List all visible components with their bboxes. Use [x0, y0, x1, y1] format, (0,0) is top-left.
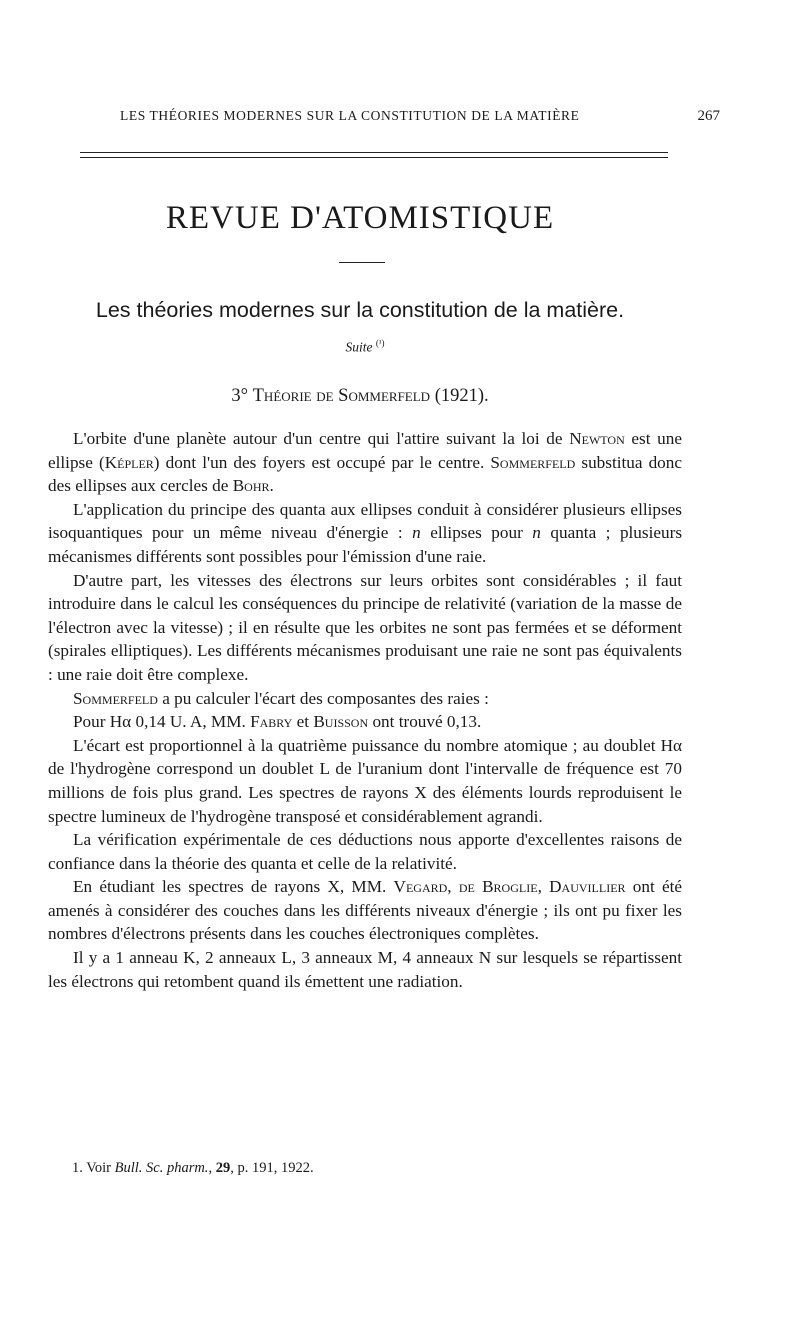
section-title: REVUE D'ATOMISTIQUE — [165, 200, 555, 236]
paragraph — [48, 828, 682, 875]
footnote-rest: , p. 191, 1922. — [230, 1160, 314, 1176]
paragraph — [48, 498, 682, 569]
paragraph — [48, 710, 682, 734]
text-run: Pour Hα 0,14 U. A, MM. — [73, 712, 251, 732]
paragraph — [48, 946, 682, 993]
text-run: Il y a 1 anneau K, 2 anneaux L, 3 anneaux M, 4 anneaux N sur lesquels se répartissent les électrons qui retombent quand ils émettent une radiation. — [48, 948, 682, 991]
running-head — [80, 108, 720, 132]
text-run: est une ellipse ( — [48, 429, 682, 472]
footnote-prefix: Voir — [86, 1160, 111, 1176]
text-run: L'application du principe des quanta aux ellipses conduit à considérer plusieurs ellipses isoquantiques pour un même niveau d'énergie : — [48, 499, 682, 543]
footnote-number: 1. — [72, 1160, 83, 1176]
person-name: Sommerfeld — [73, 688, 158, 708]
subsection-year: (1921). — [434, 386, 489, 406]
paragraph — [48, 427, 682, 498]
person-name: Sommerfeld — [490, 452, 576, 472]
person-name: Dauvillier — [549, 877, 626, 897]
header-rule-bottom — [80, 157, 668, 158]
math-variable: n — [532, 523, 541, 543]
subsection-title: Théorie de Sommerfeld — [252, 386, 431, 406]
header-rule-top — [80, 152, 668, 153]
text-run: ellipses pour — [420, 523, 533, 543]
page-number: 267 — [697, 108, 720, 124]
running-title: LES THÉORIES MODERNES SUR LA CONSTITUTION DE LA MATIÈRE — [120, 108, 580, 123]
person-name: Buisson — [313, 712, 369, 732]
text-run: ) dont l'un des foyers est occupé par le centre. — [153, 452, 491, 472]
person-name: de Broglie — [458, 877, 538, 897]
text-run: La vérification expérimentale de ces déductions nous apporte d'excellentes raisons de confiance dans la théorie des quanta et celle de la relativité. — [48, 830, 682, 873]
text-run: . — [269, 476, 274, 496]
paragraph — [48, 569, 682, 687]
suite-line — [0, 338, 730, 356]
footnote-marker[interactable]: (¹) — [375, 338, 385, 348]
text-run: et — [292, 712, 314, 732]
person-name: Képler — [104, 452, 154, 472]
text-run: ont trouvé 0,13. — [368, 712, 482, 732]
person-name: Newton — [569, 429, 625, 448]
person-name: Fabry — [250, 712, 293, 732]
subsection-heading — [0, 386, 720, 407]
text-run: , — [447, 877, 459, 897]
footnote-journal: Bull. Sc. pharm. — [114, 1160, 209, 1176]
suite-label: Suite — [345, 339, 373, 355]
paragraph — [48, 734, 682, 828]
math-variable: n — [412, 523, 421, 543]
text-run: L'écart est proportionnel à la quatrième puissance du nombre atomique ; au doublet Hα de l'hydrogène correspond un doublet L de l'uranium dont l'intervalle de fréquence est 70 millions de fois plus grand. Les spectres de rayons X des éléments lourds reproduisent le spectre lumineux de l'hydrogène transposé et considérablement agrandi. — [48, 735, 682, 826]
text-run: , — [537, 877, 550, 897]
article-title: Les théories modernes sur la constitution de la matière. — [95, 298, 625, 322]
text-run: substitua donc des ellipses aux cercles de — [48, 452, 683, 496]
paragraph — [48, 875, 682, 946]
paragraph — [48, 687, 682, 711]
subsection-number: 3° — [231, 386, 248, 406]
text-run: En étudiant les spectres de rayons X, MM. — [73, 877, 394, 897]
text-run: ont été amenés à considérer des couches dans les différents niveaux d'énergie ; ils ont pu fixer les nombres d'électrons présents dans les couches électroniques complètes. — [48, 877, 683, 944]
person-name: Bohr — [232, 476, 270, 496]
person-name: Vegard — [393, 877, 448, 897]
text-run: L'orbite d'une planète autour d'un centre qui l'attire suivant la loi de — [73, 429, 570, 448]
footnote-volume: 29 — [215, 1160, 231, 1176]
text-run: a pu calculer l'écart des composantes des raies : — [157, 688, 489, 708]
title-divider — [339, 262, 385, 263]
text-run: D'autre part, les vitesses des électrons sur leurs orbites sont considérables ; il faut introduire dans le calcul les conséquences du principe de relativité (variation de la masse de l'électron avec la vitesse) ; il en résulte que les orbites ne sont pas fermées et se déforment (spirales elliptiques). Les différents mécanismes produisant une raie ne sont pas équivalents : une raie doit être complexe. — [48, 570, 682, 684]
text-run: quanta ; plusieurs mécanismes différents sont possibles pour l'émission d'une raie. — [48, 523, 683, 566]
footnote: 1. Voir Bull. Sc. pharm., 29, p. 191, 1922. — [72, 1160, 314, 1176]
body-text — [48, 427, 682, 993]
